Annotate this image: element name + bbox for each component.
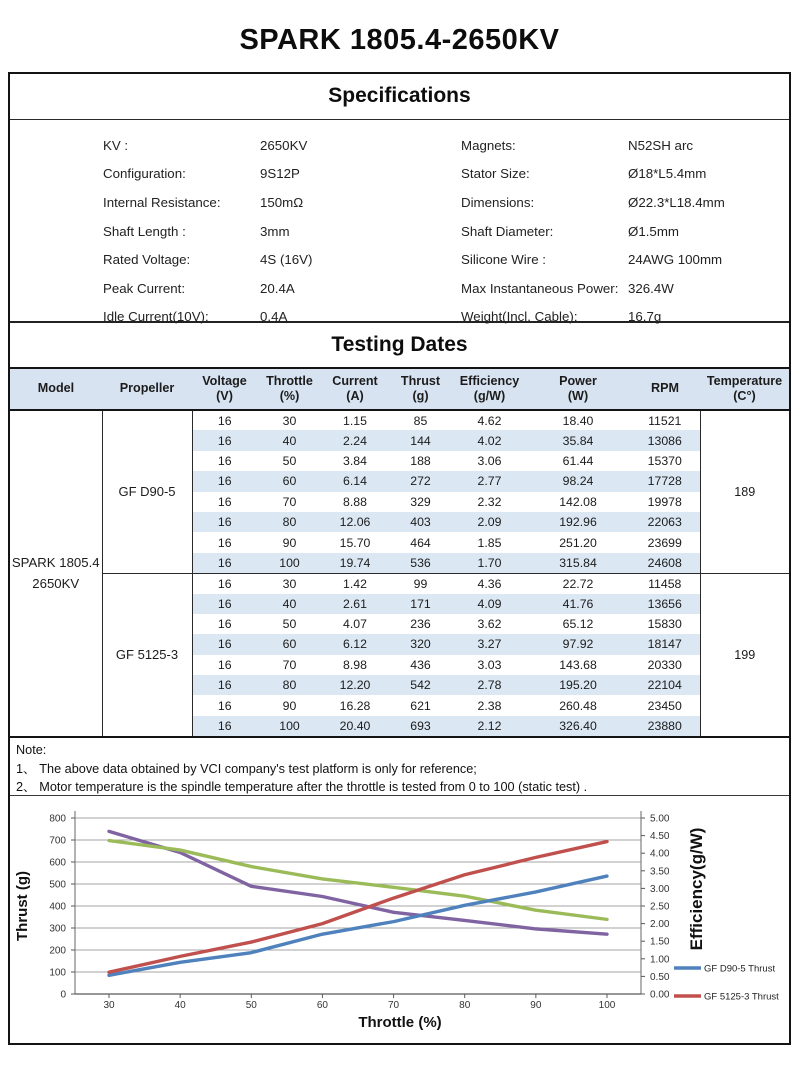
table-cell: 18.40: [562, 413, 594, 428]
series-line-gf-5125-3-efficiency: [109, 841, 607, 920]
table-cell: 16: [192, 430, 257, 450]
table-cell: 60: [257, 634, 322, 654]
spec-label: Idle Current(10V):: [103, 309, 209, 325]
table-cell: 90: [282, 698, 297, 713]
table-cell: 22063: [630, 512, 700, 532]
x-tick-label: 100: [598, 1000, 616, 1012]
x-axis-label: Throttle (%): [358, 1014, 442, 1032]
right-tick-label: 3.50: [650, 866, 670, 878]
testing-table: [10, 369, 789, 736]
spec-row: [461, 274, 789, 303]
spec-value: 16.7g: [628, 309, 662, 325]
table-cell: 90: [282, 535, 297, 550]
table-cell: 100: [257, 553, 322, 573]
spec-row: [461, 188, 789, 217]
spec-value: N52SH arc: [628, 137, 694, 153]
right-tick-label: 3.00: [650, 884, 670, 896]
spec-value: Ø22.3*L18.4mm: [628, 194, 725, 210]
right-tick-label: 4.00: [650, 848, 670, 860]
table-cell: 100: [257, 716, 322, 736]
spec-value: 20.4A: [260, 280, 295, 296]
left-tick-label: 600: [49, 857, 66, 869]
table-cell: 70: [282, 657, 297, 672]
table-cell: 16: [217, 617, 232, 632]
note-lines: [16, 760, 781, 797]
table-cell: 65.12: [562, 617, 594, 632]
table-cell: 23450: [647, 698, 682, 713]
x-tick-label: 40: [174, 1000, 186, 1012]
table-cell: 61.44: [562, 453, 594, 468]
table-cell: 2.78: [453, 675, 526, 695]
table-cell: 4.02: [453, 430, 526, 450]
table-cell: 22104: [630, 675, 700, 695]
table-cell: 15.70: [339, 535, 371, 550]
right-tick-label: 0.50: [650, 972, 670, 984]
spec-value: Ø18*L5.4mm: [628, 166, 707, 182]
table-cell: 50: [282, 617, 297, 632]
table-cell: 19978: [647, 494, 682, 509]
table-cell: 4.62: [477, 413, 502, 428]
right-tick-label: 5.00: [650, 813, 670, 825]
specifications-heading: Specifications: [10, 74, 789, 120]
left-tick-label: 200: [49, 945, 66, 957]
column-header: Throttle (%): [257, 369, 322, 410]
table-cell: 4.09: [453, 594, 526, 614]
column-header: Efficiency (g/W): [453, 369, 526, 410]
spec-row: [103, 131, 461, 160]
table-cell: 15830: [647, 617, 682, 632]
column-header: Model: [10, 369, 102, 410]
note-heading: Note:: [16, 743, 47, 758]
spec-row: [461, 160, 789, 189]
table-cell: 171: [388, 594, 453, 614]
propeller-cell: GF 5125-3: [102, 573, 192, 736]
column-header: Thrust (g): [388, 369, 453, 410]
temperature-cell: 189: [700, 410, 789, 573]
table-cell: 542: [388, 675, 453, 695]
table-cell: 50: [282, 453, 297, 468]
table-cell: 436: [410, 657, 431, 672]
column-header: Power (W): [526, 369, 630, 410]
spec-label: Dimensions:: [461, 194, 535, 210]
testing-dates-heading: Testing Dates: [331, 333, 468, 356]
y-axis-label-left: Thrust (g): [14, 871, 31, 942]
table-cell: 16: [192, 675, 257, 695]
table-cell: 70: [282, 494, 297, 509]
table-cell: 2.38: [477, 698, 502, 713]
datasheet-document: [8, 72, 791, 1045]
table-cell: 3.06: [477, 453, 502, 468]
spec-value: 9S12P: [260, 166, 300, 182]
table-cell: 13086: [630, 430, 700, 450]
spec-label: KV :: [103, 137, 129, 153]
table-cell: 16: [192, 573, 257, 593]
spec-value: 2650KV: [260, 137, 308, 153]
table-cell: 464: [410, 535, 431, 550]
table-cell: 30: [257, 573, 322, 593]
right-tick-label: 0.00: [650, 989, 670, 1001]
table-cell: 16: [217, 657, 232, 672]
left-tick-label: 500: [49, 879, 66, 891]
table-cell: 12.20: [322, 675, 388, 695]
spec-label: Configuration:: [103, 166, 186, 182]
table-cell: 16: [217, 453, 232, 468]
table-cell: 326.40: [526, 716, 630, 736]
table-cell: 1.15: [343, 413, 367, 428]
column-header: RPM: [630, 369, 700, 410]
page-title: SPARK 1805.4-2650KV: [239, 24, 560, 56]
spec-value: 24AWG 100mm: [628, 252, 723, 268]
table-cell: 2.77: [453, 471, 526, 491]
spec-row: [103, 274, 461, 303]
table-cell: 8.88: [343, 494, 367, 509]
table-cell: 3.03: [477, 657, 502, 672]
right-tick-label: 2.00: [650, 919, 670, 931]
spec-row: [103, 188, 461, 217]
propeller-cell: GF D90-5: [102, 410, 192, 573]
table-cell: 2.09: [453, 512, 526, 532]
spec-value: 3mm: [260, 223, 290, 239]
spec-row: [461, 245, 789, 274]
table-cell: 2.24: [322, 430, 388, 450]
table-cell: 3.27: [453, 634, 526, 654]
note-line: 1、 The above data obtained by VCI company's test platform is only for reference;: [16, 761, 477, 776]
table-cell: 3.84: [343, 453, 367, 468]
table-row: [10, 410, 789, 430]
column-header: Voltage (V): [192, 369, 257, 410]
table-cell: 188: [410, 453, 431, 468]
temperature-cell: 199: [700, 573, 789, 736]
table-cell: 85: [413, 413, 428, 428]
table-cell: 2.61: [322, 594, 388, 614]
x-tick-label: 50: [245, 1000, 257, 1012]
table-cell: 99: [388, 573, 453, 593]
x-tick-label: 80: [459, 1000, 471, 1012]
table-cell: 195.20: [526, 675, 630, 695]
table-cell: 16.28: [339, 698, 371, 713]
spec-value: 4S (16V): [260, 252, 313, 268]
table-cell: 693: [388, 716, 453, 736]
table-cell: 3.62: [477, 617, 502, 632]
table-cell: 260.48: [559, 698, 597, 713]
table-cell: 16: [217, 494, 232, 509]
table-cell: 80: [257, 675, 322, 695]
spec-label: Shaft Diameter:: [461, 223, 554, 239]
table-cell: 60: [257, 471, 322, 491]
table-cell: 16: [217, 535, 232, 550]
legend-label: GF D90-5 Thrust: [704, 963, 776, 975]
table-cell: 20330: [647, 657, 682, 672]
table-cell: 144: [388, 430, 453, 450]
table-cell: 11521: [648, 413, 682, 428]
table-cell: 80: [257, 512, 322, 532]
left-tick-label: 0: [60, 989, 66, 1001]
x-tick-label: 60: [316, 1000, 328, 1012]
table-cell: 98.24: [526, 471, 630, 491]
table-row: [10, 573, 789, 593]
chart-section: [10, 796, 789, 1037]
y-axis-label-right: Efficiency(g/W): [687, 827, 706, 951]
table-cell: 6.14: [322, 471, 388, 491]
specifications-section: [10, 120, 789, 323]
table-cell: 192.96: [526, 512, 630, 532]
note-line: 2、 Motor temperature is the spindle temperature after the throttle is tested from 0 to 100 (static test) .: [16, 779, 588, 794]
table-cell: 13656: [630, 594, 700, 614]
x-tick-label: 30: [103, 1000, 115, 1012]
legend-label: GF 5125-3 Thrust: [704, 991, 779, 1003]
table-cell: 143.68: [559, 657, 597, 672]
specifications-right-column: [461, 131, 789, 325]
spec-value: 150mΩ: [260, 194, 304, 210]
spec-label: Silicone Wire :: [461, 252, 546, 268]
table-cell: 12.06: [322, 512, 388, 532]
table-cell: 23880: [630, 716, 700, 736]
table-cell: 236: [410, 617, 431, 632]
right-tick-label: 1.00: [650, 954, 670, 966]
table-cell: 30: [282, 413, 297, 428]
table-cell: 1.70: [453, 553, 526, 573]
right-tick-label: 1.50: [650, 936, 670, 948]
table-cell: 18147: [630, 634, 700, 654]
spec-row: [103, 160, 461, 189]
table-cell: 621: [410, 698, 431, 713]
table-cell: 272: [388, 471, 453, 491]
testing-table-section: [10, 367, 789, 738]
table-cell: 35.84: [526, 430, 630, 450]
left-tick-label: 400: [49, 901, 66, 913]
specifications-left-column: [103, 131, 461, 325]
spec-label: Peak Current:: [103, 280, 186, 296]
spec-value: 0.4A: [260, 309, 288, 325]
table-cell: 329: [410, 494, 431, 509]
spec-label: Shaft Length :: [103, 223, 186, 239]
left-tick-label: 100: [49, 967, 66, 979]
column-header: Temperature (C°): [700, 369, 789, 410]
table-cell: 1.42: [322, 573, 388, 593]
x-tick-label: 90: [530, 1000, 542, 1012]
thrust-efficiency-chart: [10, 796, 789, 1037]
spec-label: Stator Size:: [461, 166, 530, 182]
table-cell: 4.36: [453, 573, 526, 593]
table-cell: 23699: [647, 535, 682, 550]
table-cell: 6.12: [322, 634, 388, 654]
table-cell: 40: [257, 430, 322, 450]
spec-label: Max Instantaneous Power:: [461, 280, 619, 296]
spec-row: [103, 217, 461, 246]
right-tick-label: 2.50: [650, 901, 670, 913]
table-cell: 16: [192, 553, 257, 573]
table-cell: 22.72: [526, 573, 630, 593]
table-cell: 17728: [630, 471, 700, 491]
spec-row: [461, 131, 789, 160]
table-cell: 251.20: [559, 535, 597, 550]
spec-label: Internal Resistance:: [103, 194, 221, 210]
table-cell: 41.76: [526, 594, 630, 614]
spec-row: [461, 217, 789, 246]
spec-value: 326.4W: [628, 280, 674, 296]
column-header: Propeller: [102, 369, 192, 410]
table-cell: 16: [192, 716, 257, 736]
table-cell: 15370: [647, 453, 682, 468]
table-cell: 4.07: [343, 617, 367, 632]
table-cell: 1.85: [477, 535, 502, 550]
table-cell: 20.40: [322, 716, 388, 736]
column-header: Current (A): [322, 369, 388, 410]
table-cell: 97.92: [526, 634, 630, 654]
table-cell: 403: [388, 512, 453, 532]
table-cell: 16: [192, 512, 257, 532]
spec-label: Rated Voltage:: [103, 252, 191, 268]
table-cell: 536: [388, 553, 453, 573]
spec-value: Ø1.5mm: [628, 223, 679, 239]
spec-label: Magnets:: [461, 137, 516, 153]
spec-label: Weight(Incl. Cable):: [461, 309, 578, 325]
model-cell: SPARK 1805.4 2650KV: [10, 410, 102, 736]
table-cell: 11458: [630, 573, 700, 593]
left-tick-label: 800: [49, 813, 66, 825]
table-cell: 16: [217, 413, 232, 428]
left-tick-label: 300: [49, 923, 66, 935]
spec-row: [461, 303, 789, 332]
table-cell: 2.12: [453, 716, 526, 736]
table-cell: 19.74: [322, 553, 388, 573]
table-cell: 16: [192, 634, 257, 654]
x-tick-label: 70: [388, 1000, 400, 1012]
table-cell: 16: [192, 471, 257, 491]
table-cell: 142.08: [559, 494, 597, 509]
series-line-gf-d90-5-thrust: [109, 876, 607, 975]
note-section: [10, 738, 789, 796]
table-cell: 2.32: [477, 494, 502, 509]
table-cell: 16: [217, 698, 232, 713]
spec-row: [103, 245, 461, 274]
table-cell: 40: [257, 594, 322, 614]
table-cell: 8.98: [343, 657, 367, 672]
right-tick-label: 4.50: [650, 831, 670, 843]
table-cell: 16: [192, 594, 257, 614]
table-cell: 315.84: [526, 553, 630, 573]
table-cell: 24608: [630, 553, 700, 573]
left-tick-label: 700: [49, 835, 66, 847]
series-line-gf-5125-3-thrust: [109, 842, 607, 973]
table-cell: 320: [388, 634, 453, 654]
